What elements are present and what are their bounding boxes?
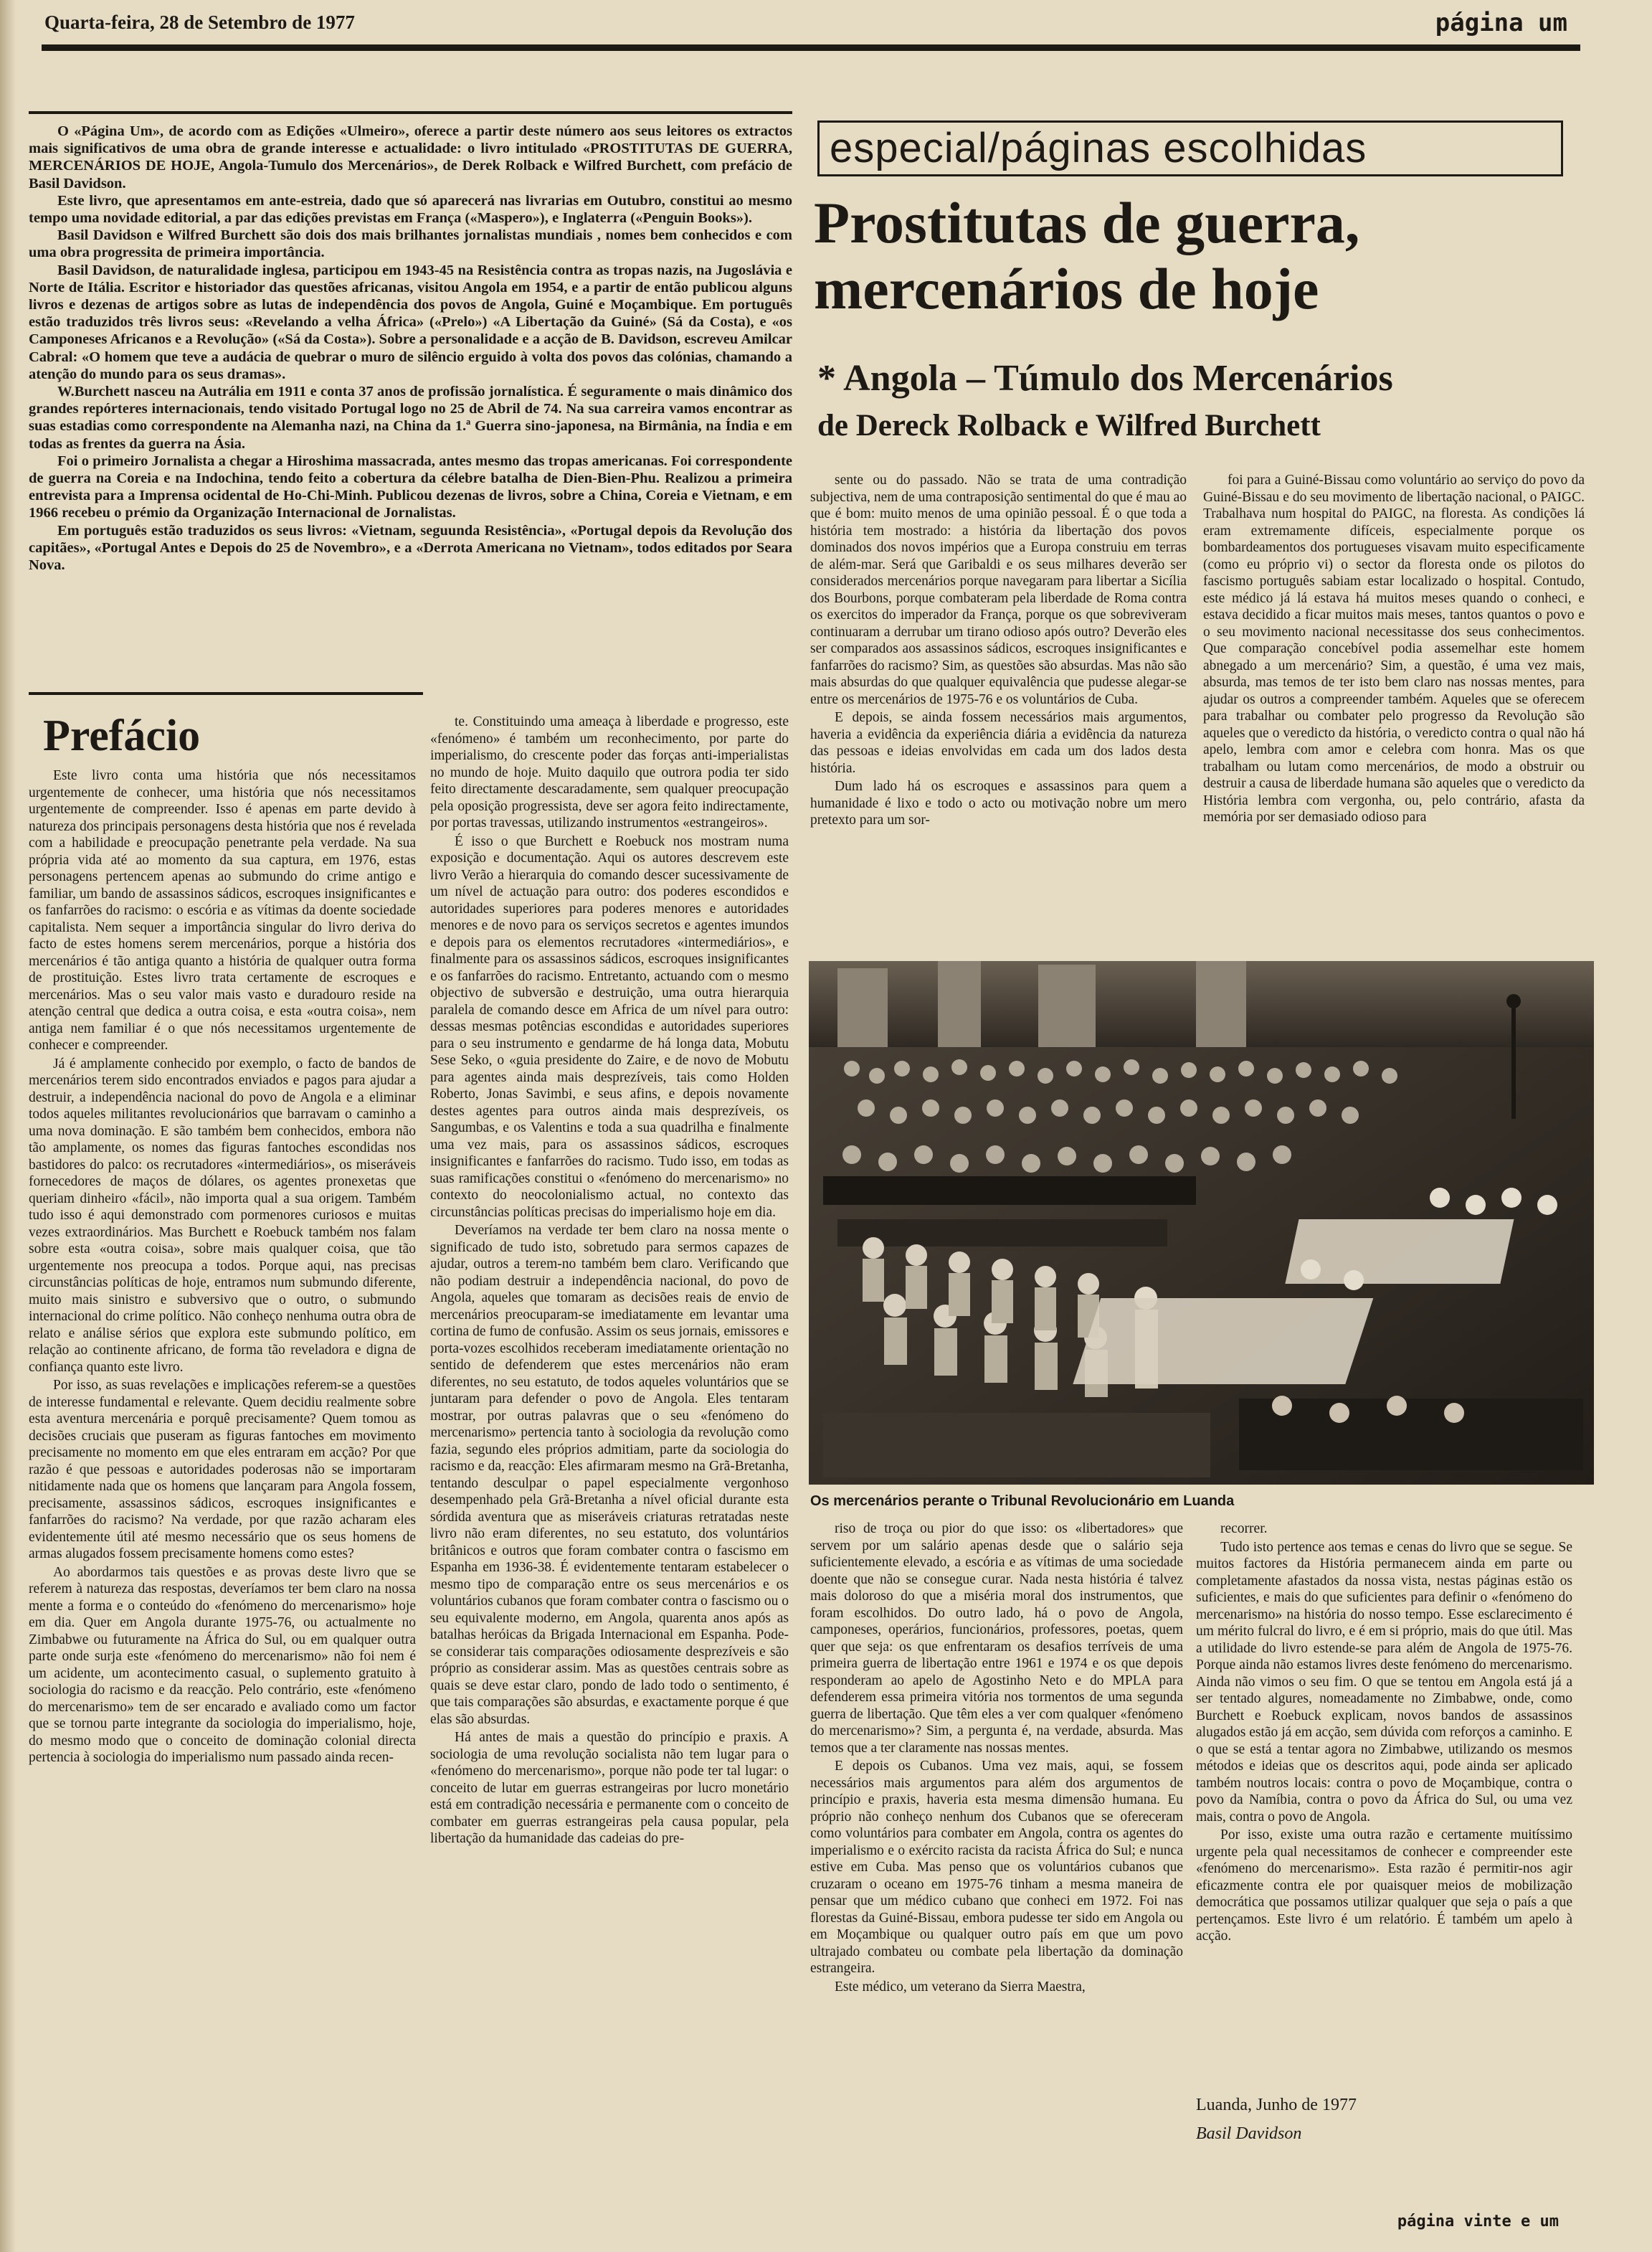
article-paragraph: Por isso, existe uma outra razão e certamente muitíssimo urgente pela qual necessitamos de conhecer e compreender este «fenómeno do mercenarismo». Esta razão é permitir-nos agir eficazmente contra ele por quaisquer meios de mobilização democrática que possamos utilizar qualquer que seja o país a que pertençamos. Este livro é um relatório. É também um apelo à acção. <box>1196 1827 1572 1944</box>
tribunal-photo-image <box>809 961 1594 1485</box>
intro-paragraph: Este livro, que apresentamos em ante-estreia, dado que só aparecerá nas livrarias em Outubro, constitui ao mesmo tempo uma novidade editorial, a par das edições previstas em França («Maspero»), e Inglaterra («Penguin Books»). <box>29 192 792 227</box>
article-paragraph: E depois os Cubanos. Uma vez mais, aqui, se fossem necessários mais argumentos para além dos argumentos de princípio e praxis, haveria esta mesma dimensão humana. Eu próprio não conheço nenhum dos Cubanos que se ofereceram como voluntários para combater em Angola, contra os agentes do imperialismo e o exército racista da racista África do Sul; e nunca estive em Cuba. Mas penso que os voluntários cubanos que cruzaram o oceano em 1975-76 tinham a mesma maneira de pensar que um médico cubano que conheci em 1972. Foi nas florestas da Guiné-Bissau, embora pudesse ter sido em Angola ou em Moçambique ou qualquer outro país em que um povo ultrajado combateu ou combate pela libertação da dominação estrangeira. <box>810 1759 1183 1976</box>
article-paragraph: Há antes de mais a questão do princípio e praxis. A sociologia de uma revolução socialista não tem lugar para o «fenómeno do mercenarismo», porque não pode ter tal lugar: o conceito de lutar em guerras estrangeiras por lucro monetário está em contradição necessária e permanente com o conceito de combater em guerras estrangeiras pela causa popular, pela libertação da humanidade das cadeias do pre- <box>430 1730 789 1846</box>
article-paragraph: Tudo isto pertence aos temas e cenas do livro que se segue. Se muitos factores da História permanecem ainda em parte ou completamente afastados da nossa vista, nestas páginas estão os suficientes, e mais do que suficientes para definir o «fenómeno do mercenarismo» na história do nosso tempo. Esse esclarecimento é um mérito fulcral do livro, e é em si próprio, mais do que útil. Mas a utilidade do livro estende-se para além de Angola de 1975-76. Porque ainda não estamos livres deste fenómeno do mercenarismo. Ainda não vimos o seu fim. O que se tentou em Angola está já a ser tentado algures, nomeadamente no Zimbabwe, onde, como Burchett e Roebuck explicam, novos bandos de assassinos alugados estão já em acção, sem dúvida com reforços a caminho. E o que se está a tentar agora no Zimbabwe, utilizando os mesmos métodos e ideias que os descritos aqui, pode ainda ser aplicado também noutros locais: contra o povo de Moçambique, contra o povo da Namíbia, contra o povo da África do Sul, ou uma vez mais, contra o povo de Angola. <box>1196 1539 1572 1825</box>
intro-paragraph: Basil Davidson, de naturalidade inglesa, participou em 1943-45 na Resistência contra as tropas nazis, na Jugoslávia e Norte de Itália. Escritor e historiador das questões africanas, visitou Angola em 1954, e a partir de então publicou alguns livros e dezenas de artigos sobre as lutas de independência dos povos de Angola, Guiné e Moçambique. Em português estão traduzidos três livros seus: «Revelando a velha África» («Prelo») «A Libertação da Guiné» (Sá da Costa), e «os Camponeses Africanos e a Revolução» («Sá da Costa»). Sobre a personalidade e a acção de B. Davidson, escreveu Amilcar Cabral: «O homem que teve a audácia de quebrar o muro de silêncio erguido à volta dos povos das colónias, chamando a atenção do mundo para os seus dramas». <box>29 262 792 382</box>
tribunal-photo <box>809 961 1594 1485</box>
article-paragraph: foi para a Guiné-Bissau como voluntário ao serviço do povo da Guiné-Bissau e do seu movimento de libertação nacional, o PAIGC. Trabalhava num hospital do PAIGC, na floresta. As condições lá eram extremamente difíceis, especialmente porque os bombardeamentos dos portugueses visavam muito especificamente (como eu próprio vi) o sector da floresta onde os pilotos do fascismo português sabiam estar localizado o hospital. Contudo, este médico já lá estava há muitos meses quando o conheci, e estava decidido a ficar muitos mais meses, tantos quantos o povo e o seu movimento nacional necessitasse dos seus conhecimentos. Que comparação concebível podia assemelhar este homem abnegado a um mercenário? Sim, a questão, é uma vez mais, absurda, mas temos de ter isto bem claro nas nossas mentes, para ajudar os outros a compreender também. Aqueles que se oferecem para trabalhar ou combater pelo progresso da Revolução são aqueles que o veredicto da história, o veredicto contra o qual não há apelo, lembra com amor e celebra com honra. Mas os que trabalham ou lutam como mercenários, de modo a obstruir ou destruir a causa de liberdade humana são aqueles que o veredicto da História lembra com vergonha, ou, pelo contrário, afasta da memória por ser demasiado odioso para <box>1203 473 1585 825</box>
article-column-2 <box>430 714 789 2230</box>
photo-caption: Os mercenários perante o Tribunal Revolucionário em Luanda <box>810 1493 1235 1509</box>
article-column-5 <box>810 1520 1183 2238</box>
signoff <box>1196 2091 1357 2148</box>
article-paragraph: sente ou do passado. Não se trata de uma contradição subjectiva, nem de uma contraposição sentimental do que é mau ao que é bom: muito menos de uma opinião pessoal. É o que toda a história tem mostrado: a história da libertação dos povos dominados dos novos impérios que a Europa construiu em terras de além-mar. Será que Garibaldi e os seus milhares deverão ser considerados mercenários porque navegaram para libertar a Sicília dos Bourbons, porque combateram pela liberdade de Roma contra os exercitos do imperador da França, porque os que sobreviveram continuaram a derrubar um tirano odioso após outro? Deverão eles ser comparados aos assassinos sádicos, escroques insignificantes e fanfarrões do racismo? Sim, as questões são absurdas. Mas não são mais absurdas do que qualquer equivalência que pudesse alegar-se entre os mercenários de 1975-76 e os voluntários de Cuba. <box>810 473 1187 707</box>
article-paragraph: Por isso, as suas revelações e implicações referem-se a questões de interesse fundamental e relevante. Quem decidiu realmente sobre esta aventura mercenária e porquê precisamente? Quem tomou as decisões cruciais que puseram as figuras fantoches em movimento precisamente no momento em que eles entraram em acção? Por que razão é que pessoas e autoridades poderosas não se importaram nitidamente nada que os homens que lançaram para Angola fossem, precisamente, assassinos sádicos, escroques insignificantes e fanfarrões do racismo? Na verdade, por que razão acharam eles evidentemente útil até mesmo necessário que os seus homens de armas alugados fossem precisamente homens como estes? <box>29 1378 416 1561</box>
page-edge-shadow <box>0 0 16 2252</box>
masthead-section: página um <box>1435 9 1567 37</box>
prefacio-title: Prefácio <box>43 711 201 760</box>
article-column-6 <box>1196 1520 1572 2080</box>
article-paragraph: Este livro conta uma história que nós necessitamos urgentemente de conhecer, uma história que nós necessitamos urgentemente de compreender. Isso é apenas em parte devido à natureza dos principais personagens desta história que nos é revelada com a habilidade e preocupação penetrante pela verdade. Na sua própria vida até ao momento da sua captura, em 1976, estas personagens pertencem apenas ao submundo do crime antigo e familiar, um bando de assassinos sádicos, escroques insignificantes e os fanfarrões do racismo: o escória e as vítimas da doente sociedade capitalista. Nem sequer a importância singular do livro deriva do facto de estes homens serem mercenários, porque a história dos mercenários é tão antiga quanto a história de qualquer outra forma de prostituição. Estes livro trata certamente de escroques e mercenários. Mas o seu valor mais vasto e duradouro reside na atenção central que dedica a outra coisa, e esta «outra coisa», nem antiga nem familiar é o que nós necessitamos urgentemente de conhecer e compreender. <box>29 768 416 1053</box>
article-paragraph: recorrer. <box>1220 1521 1268 1536</box>
article-paragraph: Este médico, um veterano da Sierra Maestra, <box>835 1979 1086 1995</box>
intro-paragraph: Basil Davidson e Wilfred Burchett são dois dos mais brilhantes jornalistas mundiais , nomes bem conhecidos e com uma obra progressita de primeira importância. <box>29 227 792 261</box>
intro-paragraph: O «Página Um», de acordo com as Edições «Ulmeiro», oferece a partir deste número aos seus leitores os extractos mais significativos de uma obra de grande interesse e actualidade: o livro intitulado «PROSTITUTAS DE GUERRA, MERCENÁRIOS DE HOJE, Angola-Tumulo dos Mercenários», de Derek Rolback e Wilfred Burchett, com prefácio de Basil Davidson. <box>29 123 792 191</box>
intro-paragraph: W.Burchett nasceu na Autrália em 1911 e conta 37 anos de profissão jornalística. É seguramente o mais dinâmico dos grandes repórteres internacionais, tendo visitado Portugal logo no 25 de Abril de 74. Na sua carreira vamos encontrar as suas estadias como correspondente na Alemanha nazi, na China da 1.ª Guerra sino-japonesa, na Birmânia, na Índia e em todas as frentes da guerra na Ásia. <box>29 384 792 452</box>
signoff-place: Luanda, Junho de 1977 <box>1196 2096 1357 2114</box>
signoff-author: Basil Davidson <box>1196 2124 1302 2143</box>
headline: Prostitutas de guerra, mercenários de hoje <box>814 190 1360 321</box>
footer-page-label: página vinte e um <box>1397 2213 1559 2230</box>
article-column-1 <box>29 767 416 2230</box>
article-paragraph: Ao abordarmos tais questões e as provas deste livro que se referem à natureza das respostas, deveríamos ter bem claro na nossa mente a forma e o conteúdo do «fenómeno do mercenarismo» hoje em dia. Quer em Angola durante 1975-76, ou actualmente no Zimbabwe ou futuramente na África do Sul, ou em qualquer outra parte onde surja este «fenómeno do mercenarismo» não foi nem é um acidente, um acontecimento casual, o suplemento gratuito à sociologia do racismo e da reacção. Pelo contrário, este «fenómeno do mercenarismo» tem de ser encarado e avaliado como um factor que se tornou parte integrante da sociologia do imperialismo, hoje, do mesmo modo que o conceito de dominação colonial directa pertencia à sociologia do imperialismo num passado ainda recen- <box>29 1564 416 1765</box>
article-column-4 <box>1203 472 1585 952</box>
special-section-label: especial/páginas escolhidas <box>817 120 1563 176</box>
intro-paragraph: Em português estão traduzidos os seus livros: «Vietnam, seguunda Resistência», «Portugal depois da Revolução dos capitães», «Portugal Antes e Depois do 25 de Novembro», e a «Derrota Americana no Vietnam», todos editados por Seara Nova. <box>29 522 792 574</box>
article-column-3 <box>810 472 1187 952</box>
masthead-date: Quarta-feira, 28 de Setembro de 1977 <box>44 11 355 33</box>
byline: de Dereck Rolback e Wilfred Burchett <box>817 409 1321 443</box>
intro-paragraph: Foi o primeiro Jornalista a chegar a Hiroshima massacrada, antes mesmo das tropas americanas. Foi correspondente de guerra na Coreia e na Indochina, tendo feito a cobertura da célebre batalha de Dien-Bien-Phu. Realizou a primeira entrevista para a Imprensa ocidental de Ho-Chi-Minh. Publicou dezenas de livros, sobre a China, Coreia e Vietnam, e em 1966 recebeu o prémio da Organização Internacional de Jornalistas. <box>29 453 792 521</box>
article-paragraph: Dum lado há os escroques e assassinos para quem a humanidade é lixo e todo o acto ou motivação nobre um mero pretexto para um sor- <box>810 779 1187 828</box>
subheadline: * Angola – Túmulo dos Mercenários <box>817 358 1393 399</box>
article-paragraph: E depois, se ainda fossem necessários mais argumentos, haveria a evidência da experiência diária a evidência da natureza das pessoas e ideias envolvidas em cada um dos lados desta história. <box>810 710 1187 776</box>
article-paragraph: te. Constituindo uma ameaça à liberdade e progresso, este «fenómeno» é também um reconhecimento, por parte do imperialismo, do crescente poder das forças anti-imperialistas no mundo de hoje. Muito daquilo que outrora podia ter sido feito directamente descaradamente, sem qualquer preocupação pela oposição progressista, deve ser agora feito indirectamente, por portas travessas, utilizando instrumentos «estrangeiros». <box>430 714 789 831</box>
article-paragraph: Deveríamos na verdade ter bem claro na nossa mente o significado de tudo isto, sobretudo para sermos capazes de ajudar, outros a terem-no também bem claro. Verificando que não podiam destruir a independência nacional, do povo de Angola, aqueles que tomaram as decisões reais de envio de mercenários preocuparam-se imediatamente em levantar uma cortina de fumo de confusão. Assim os seus jornais, emissores e porta-vozes escolhidos receberam imediatamente orientação no sentido de defenderem que estes mercenários não eram diferentes, no seu estatuto, de todos aqueles voluntários que se juntaram para defender o povo de Angola. Eles tentaram mostrar, por outras palavras que o seu «fenómeno do mercenarismo» pertencia tanto à sociologia da revolução como fazia, segundo eles próprios admitiam, parte da sociologia do racismo e da, reacção: Eles afirmaram mesmo na Grã-Bretanha, tentando desculpar o papel especialmente vergonhoso desempenhado pela Grã-Bretanha a nível oficial durante esta sórdida aventura que as miseráveis criaturas retratadas neste livro não eram diferentes, no seu estatuto, dos voluntários britânicos e outros que foram combater contra o fascismo em Espanha em 1936-38. É evidentemente tentaram estabelecer o mesmo tipo de comparação entre os seus mercenários e os voluntários cubanos que foram combater contra o fascismo ou o seu equivalente moderno, em Angola, quarenta anos após as batalhas heróicas da Brigada Internacional em Espanha. Pode-se considerar tais comparações odiosamente desprezíveis e são próprio as considerar assim. Mas as questões centrais sobre as quais se deve estar claro, pondo de lado todo o sentimento, é que tais comparações são absurdas, e exactamente porque é que elas são absurdas. <box>430 1223 789 1727</box>
prefacio-rule <box>29 692 423 695</box>
intro-box <box>29 111 792 656</box>
article-paragraph: riso de troça ou pior do que isso: os «libertadores» que servem por um salário apenas desde que o salário seja suficientemente elevado, a escória e as vítimas de uma sociedade doente que não se consegue curar. Nada nesta história é talvez mais doloroso do que a miséria moral dos instrumentos, que foram escolhidos. Do outro lado, há o povo de Angola, camponeses, operários, funcionários, professores, poetas, quem quer que seja: os que enfrentaram os desafios terríveis de uma primeira guerra de libertação entre 1961 e 1974 e os que depois responderam ao apelo de Agostinho Neto e do MPLA para defenderem essa primeira vitória nos tormentos de uma segunda guerra de libertação. Que têm eles a ver com qualquer «fenómeno do mercenarismo»? Sim, a pergunta é, na verdade, absurda. Mas temos que a ter claramente nas nossas mentes. <box>810 1521 1183 1756</box>
masthead-rule <box>42 44 1580 51</box>
article-paragraph: Já é amplamente conhecido por exemplo, o facto de bandos de mercenários terem sido encontrados enviados e pagos para ajudar a destruir, a independência nacional do povo de Angola e a eliminar todos aqueles militantes revolucionários que barravam o caminho a uma nova dominação. E são também bem conhecidos, embora não tão amplamente, os nomes das figuras fantoches escondidas nos bastidores do palco: os recrutadores «intermediários», os miseráveis fornecedores de maços de dólares, os agentes pronexetas que queriam dinheiro «fácil», não importa qual a sua origem. Também tudo isso é aqui demonstrado com pormenores curiosos e muitas vezes extraordinários. Mas Burchett e Roebuck também nos falam sobre esta «outra coisa», sobre mais qualquer coisa, que tão urgentemente nos preocupa a todos. Porque aqui, nas precisas circunstâncias políticas de hoje, entramos num submundo diferente, muito mais sinistro e subversivo que o outro, o submundo internacional do crime político. Não conheço nenhuma outra obra de relato e análise sérios que explora este submundo político, em relação ao continente africano, de forma tão reveladora e digna de confiança quanto este livro. <box>29 1056 416 1375</box>
article-paragraph: É isso o que Burchett e Roebuck nos mostram numa exposição e documentação. Aqui os autores descrevem este livro Verão a hierarquia do comando descer sucessivamente de um nível de actuação para outro: dos poderes escondidos e autoridades superiores para poderes menores e autoridades menores e de novo para os serviços secretos e agentes imundos e depois para os elementos recrutadores «intermediários», e finalmente para os assassinos sádicos, escroques insignificantes e os fanfarrões do racismo. Entretanto, actuando com o mesmo objectivo de subversão e destruição, uma outra hierarquia paralela de comando desce em Africa de um nível para outro: dessas mesmas potências escondidas e autoridades superiores para o seu instrumento e gendarme de há longa data, Mobutu Sese Seko, o «guia presidente do Zaire, e de novo de Mobutu para agentes ainda mais desprezíveis, tais como Holden Roberto, Jonas Savimbi, e seus afins, e depois novamente destes agentes para outros ainda mais desprezíveis, os Sangumbas, e os Valentins e toda a sua quadrilha e finalmente uma vez mais, para os assassinos sádicos, escroques insignificantes e fanfarrões do racismo. Tudo isso, em todas as suas ramificações constitui o «fenómeno do mercenarismo» no contexto do neocolonialismo actual, no contexto das circunstâncias políticas precisas do imperialismo hoje em dia. <box>430 833 789 1220</box>
